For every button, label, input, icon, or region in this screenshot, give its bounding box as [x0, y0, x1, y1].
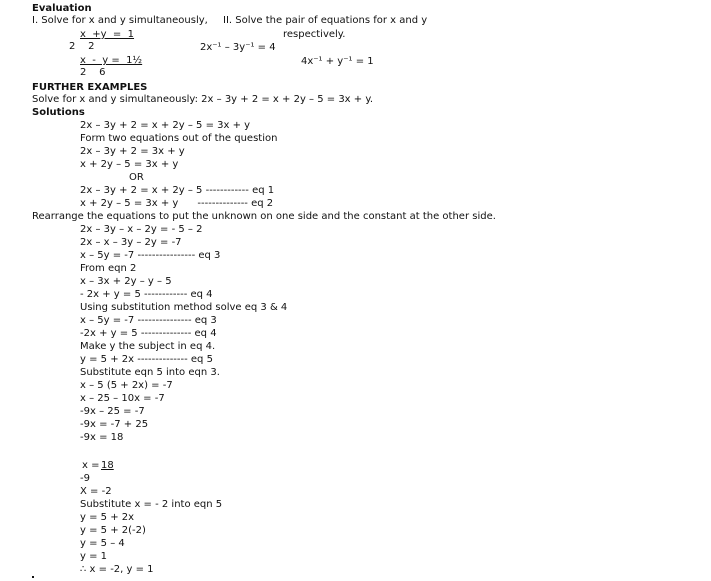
solution-line: y = 1	[80, 551, 108, 562]
solution-line: y = 5 – 4	[80, 538, 125, 549]
further-examples-heading: FURTHER EXAMPLES	[32, 82, 148, 93]
solution-line: Substitute eqn 5 into eqn 3.	[80, 367, 220, 378]
solution-line: 2x – x – 3y – 2y = -7	[80, 237, 182, 248]
question-1-text: I. Solve for x and y simultaneously,	[32, 15, 208, 26]
solution-line: X = -2	[80, 486, 112, 497]
fraction-denominator: -9	[80, 473, 90, 484]
solution-line: y = 5 + 2(-2)	[80, 525, 146, 536]
solution-or: OR	[129, 172, 144, 183]
solutions-heading: Solutions	[32, 107, 85, 118]
q1-eq1-numerator: x +y = 1	[80, 29, 135, 40]
solution-line: -9x – 25 = -7	[80, 406, 145, 417]
question-2-text: II. Solve the pair of equations for x and y	[223, 15, 428, 26]
rearrange-instruction: Rearrange the equations to put the unknown on one side and the constant at the other side.	[32, 211, 496, 222]
solution-line: Make y the subject in eq 4.	[80, 341, 216, 352]
solution-line: x + 2y – 5 = 3x + y	[80, 159, 179, 170]
solution-line: -2x + y = 5 -------------- eq 4	[80, 328, 217, 339]
solution-line: y = 5 + 2x -------------- eq 5	[80, 354, 213, 365]
solution-line: 2x – 3y + 2 = x + 2y – 5 = 3x + y	[80, 120, 251, 131]
q1-eq2-numerator: x - y = 1½	[80, 55, 143, 66]
solution-line: Using substitution method solve eq 3 & 4	[80, 302, 288, 313]
q1-eq2-denominator: 2 6	[80, 67, 106, 78]
solution-line: x – 5y = -7 --------------- eq 3	[80, 315, 217, 326]
solution-line: x + 2y – 5 = 3x + y -------------- eq 2	[80, 198, 274, 209]
solution-line: From eqn 2	[80, 263, 137, 274]
example-problem: Solve for x and y simultaneously: 2x – 3y + 2 = x + 2y – 5 = 3x + y.	[32, 94, 374, 105]
evaluation-heading: Evaluation	[32, 3, 92, 14]
solution-line: x – 5 (5 + 2x) = -7	[80, 380, 173, 391]
q2-eq1: 2x⁻¹ – 3y⁻¹ = 4	[200, 42, 276, 53]
solution-line: x – 25 – 10x = -7	[80, 393, 165, 404]
q2-eq2: 4x⁻¹ + y⁻¹ = 1	[301, 56, 374, 67]
solution-line: Form two equations out of the question	[80, 133, 278, 144]
solution-line: x – 3x + 2y – y – 5	[80, 276, 172, 287]
solution-line: Substitute x = - 2 into eqn 5	[80, 499, 223, 510]
solution-line: - 2x + y = 5 ------------ eq 4	[80, 289, 213, 300]
question-2-text-cont: respectively.	[283, 29, 346, 40]
fraction-numerator: 18	[101, 460, 114, 471]
solution-line: 2x – 3y + 2 = x + 2y – 5 ------------ eq 1	[80, 185, 275, 196]
solution-line: x – 5y = -7 ---------------- eq 3	[80, 250, 221, 261]
solution-line: 2x – 3y + 2 = 3x + y	[80, 146, 185, 157]
solution-line: -9x = -7 + 25	[80, 419, 149, 430]
fraction-lhs: x =	[82, 460, 103, 471]
solution-line: y = 5 + 2x	[80, 512, 135, 523]
final-answer: ∴ x = -2, y = 1	[80, 564, 154, 575]
bullet-mark	[32, 576, 34, 578]
solution-line: -9x = 18	[80, 432, 124, 443]
q1-eq1-denominator: 2 2	[69, 41, 95, 52]
solution-line: 2x – 3y – x – 2y = - 5 – 2	[80, 224, 203, 235]
